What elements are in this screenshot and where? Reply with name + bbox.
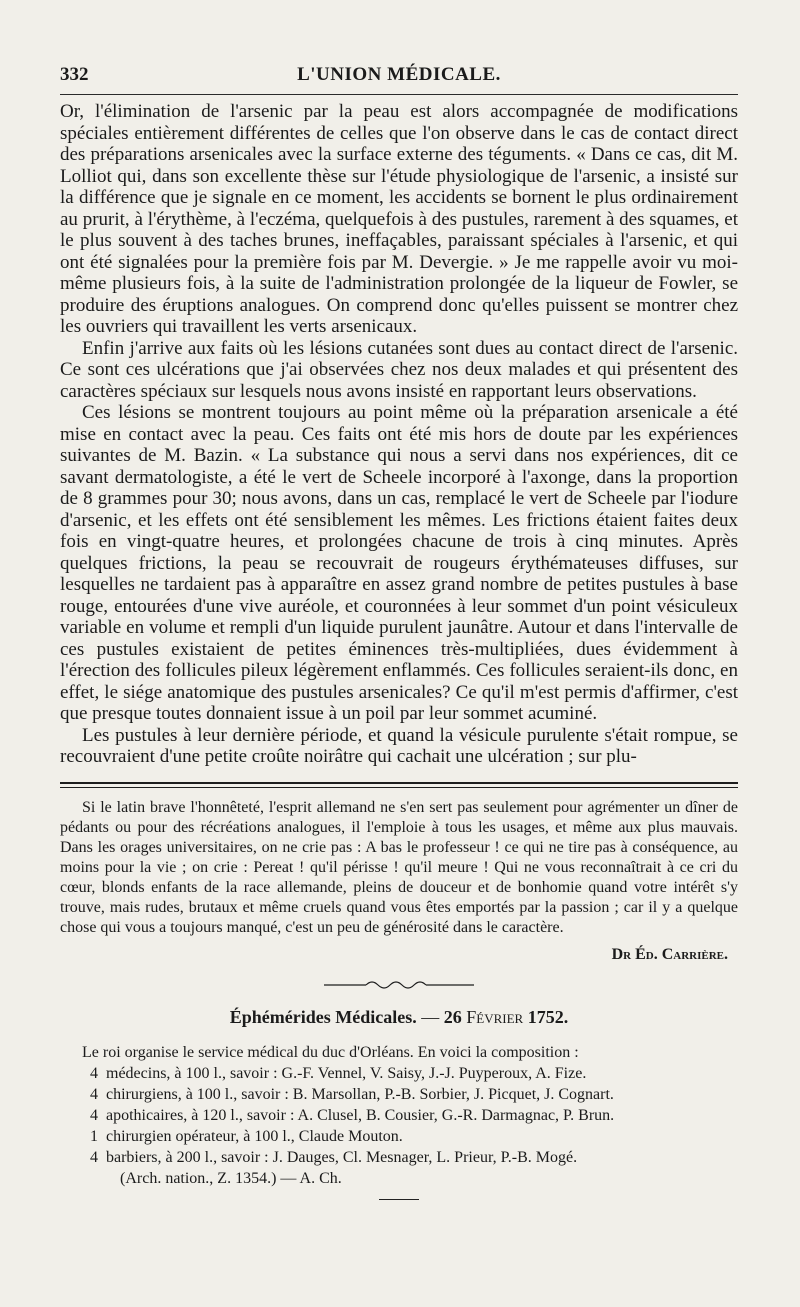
item-text: médecins, à 100 l., savoir : G.-F. Vennel, V. Saisy, J.-J. Puyperoux, A. Fize.	[106, 1064, 587, 1082]
list-item	[60, 1147, 738, 1168]
composition-list	[60, 1063, 738, 1168]
item-text: apothicaires, à 120 l., savoir : A. Clusel, B. Cousier, G.-R. Darmagnac, P. Brun.	[106, 1106, 615, 1124]
ephemerides-title: Éphémérides Médicales.	[229, 1006, 417, 1027]
list-item	[60, 1126, 738, 1147]
paragraph: Les pustules à leur dernière période, et quand la vésicule purulente s'était rompue, se recouvraient d'une petite croûte noirâtre qui cachait une ulcération ; sur plu-	[60, 724, 738, 767]
list-item	[60, 1105, 738, 1126]
item-text: chirurgien opérateur, à 100 l., Claude Mouton.	[106, 1127, 403, 1145]
item-text: barbiers, à 200 l., savoir : J. Dauges, Cl. Mesnager, L. Prieur, P.-B. Mogé.	[106, 1148, 578, 1166]
list-item	[60, 1063, 738, 1084]
ephemerides-intro: Le roi organise le service médical du duc d'Orléans. En voici la composition :	[82, 1043, 579, 1061]
section-divider	[60, 782, 738, 788]
ephemerides-month: Février	[466, 1006, 524, 1027]
item-count: 4	[90, 1106, 98, 1124]
ephemerides-day: 26	[443, 1006, 462, 1027]
running-head	[60, 60, 738, 94]
item-text: chirurgiens, à 100 l., savoir : B. Marsollan, P.-B. Sorbier, J. Picquet, J. Cognart.	[106, 1085, 614, 1103]
end-rule	[379, 1199, 419, 1200]
article-body	[60, 101, 738, 768]
archive-source: (Arch. nation., Z. 1354.) — A. Ch.	[120, 1169, 342, 1187]
item-count: 4	[90, 1064, 98, 1082]
signature: Dr Éd. Carrière.	[611, 945, 728, 963]
item-count: 4	[90, 1085, 98, 1103]
ornament-flourish	[60, 978, 738, 997]
document-page	[60, 60, 738, 1200]
footnote	[60, 798, 738, 964]
heading-dash: —	[421, 1006, 440, 1027]
page-number: 332	[60, 64, 89, 85]
ephemerides-heading	[60, 1007, 738, 1028]
header-rule	[60, 94, 738, 95]
journal-title: L'UNION MÉDICALE.	[297, 64, 501, 85]
paragraph: Enfin j'arrive aux faits où les lésions cutanées sont dues au contact direct de l'arsenic. Ce sont ces ulcérations que j'ai observées chez nos deux malades et qui présentent des caractères spéciaux sur lesquels nous avons insisté en rapportant leurs observations.	[60, 337, 738, 402]
paragraph: Ces lésions se montrent toujours au point même où la préparation arsenicale a été mise en contact avec la peau. Ces faits ont été mis hors de doute par les expériences suivantes de M. Bazin. « La substance qui nous a servi dans nos expériences, dit ce savant dermatologiste, a été le vert de Scheele incorporé à l'axonge, dans la proportion de 8 grammes pour 30; nous avons, dans un cas, remplacé le vert de Scheele par l'iodure d'arsenic, et les effets ont été sensiblement les mêmes. Les frictions étaient faites deux fois en vingt-quatre heures, et prolongées chacune de trois à cinq minutes. Après quelques frictions, la peau se recouvrait de rougeurs érythémateuses diffuses, sur lesquelles ne tardaient pas à apparaître en assez grand nombre de petites pustules à base rouge, entourées d'une vive auréole, et couronnées à leur sommet d'un point vésiculeux variable en volume et rempli d'un liquide purulent jaunâtre. Autour et dans l'intervalle de ces pustules existaient de petites éminences très-multipliées, dues évidemment à l'érection des follicules pileux légèrement enflammés. Ces follicules seraient-ils donc, en effet, le siége anatomique des pustules arsenicales? Ce qu'il m'est permis d'affirmer, c'est que presque toutes donnaient issue à un poil par leur sommet acuminé.	[60, 402, 738, 724]
item-count: 4	[90, 1148, 98, 1166]
footnote-text: Si le latin brave l'honnêteté, l'esprit allemand ne s'en sert pas seulement pour agrémenter un dîner de pédants ou pour des récréations analogues, il l'emploie à tous les usages, et même aux plus mauvais. Dans les orages universitaires, on ne crie pas : A bas le professeur ! ce qui ne tire pas à conséquence, au moins pour la vie ; on crie : Pereat ! qu'il périsse ! qu'il meure ! Qui ne vous reconnaîtrait à ce cri du cœur, blonds enfants de la race allemande, pleins de douceur et de bonhomie quand votre intérêt s'y trouve, mais rudes, brutaux et même cruels quand vous êtes emportés par la passion ; car il y a quelque chose qui vous a toujours manqué, c'est un peu de générosité dans le caractère.	[60, 798, 738, 936]
list-item	[60, 1084, 738, 1105]
item-count: 1	[90, 1127, 98, 1145]
paragraph: Or, l'élimination de l'arsenic par la peau est alors accompagnée de modifications spéciales entièrement différentes de celles que l'on observe dans le cas de contact direct des préparations arsenicales avec la surface externe des téguments. « Dans ce cas, dit M. Lolliot qui, dans son excellente thèse sur l'étude physiologique de l'arsenic, a insisté sur la différence que je signale en ce moment, les accidents se bornent le plus ordinairement au prurit, à l'érythème, à l'eczéma, quelquefois à des pustules, rarement à des squames, et le plus souvent à des taches brunes, ineffaçables, paraissant spéciales à l'arsenic, et qui ont été signalées pour la première fois par M. Devergie. » Je me rappelle avoir vu moi-même plusieurs fois, à la suite de l'administration prolongée de la liqueur de Fowler, se produire des éruptions analogues. On comprend donc qu'elles puissent se montrer chez les ouvriers qui travaillent les verts arsenicaux.	[60, 101, 738, 337]
ephemerides-year: 1752.	[527, 1006, 569, 1027]
